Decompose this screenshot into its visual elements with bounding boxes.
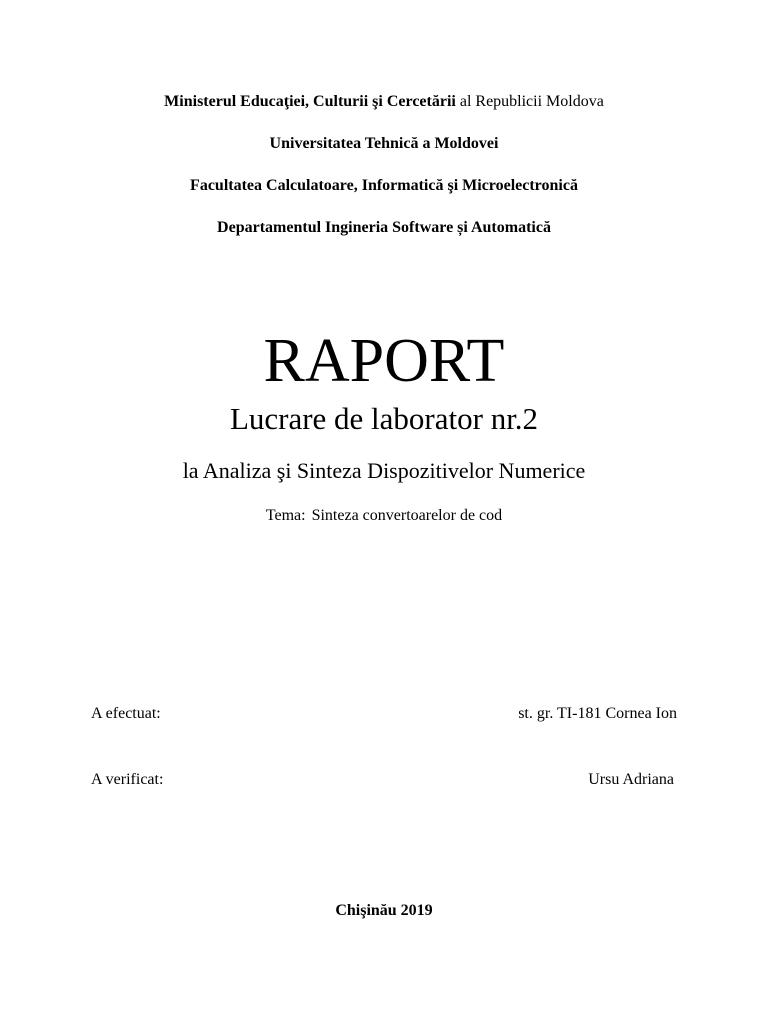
topic-line: [0, 508, 768, 524]
report-title: RAPORT: [263, 327, 505, 395]
topic-value: Sinteza convertoarelor de cod: [311, 507, 503, 524]
lab-work-title: Lucrare de laborator nr.2: [229, 401, 539, 436]
ministry-name: Ministerul Educaţiei, Culturii şi Cercetării: [164, 93, 456, 110]
verified-by-value: Ursu Adriana: [588, 771, 674, 788]
verified-by-label: A verificat:: [91, 771, 164, 788]
topic-label: Tema:: [265, 507, 306, 524]
university-name: Universitatea Tehnică a Moldovei: [269, 135, 499, 152]
performed-by-value: st. gr. TI-181 Cornea Ion: [518, 705, 677, 722]
performed-by-label: A efectuat:: [91, 705, 161, 722]
ministry-line: [0, 94, 768, 110]
ministry-country: al Republicii Moldova: [459, 93, 604, 110]
course-subject: la Analiza şi Sinteza Dispozitivelor Numerice: [182, 458, 586, 483]
faculty-name: Facultatea Calculatoare, Informatică şi Microelectronică: [190, 177, 578, 194]
city-year: Chişinău 2019: [335, 902, 433, 919]
department-name: Departamentul Ingineria Software și Automatică: [217, 219, 551, 236]
